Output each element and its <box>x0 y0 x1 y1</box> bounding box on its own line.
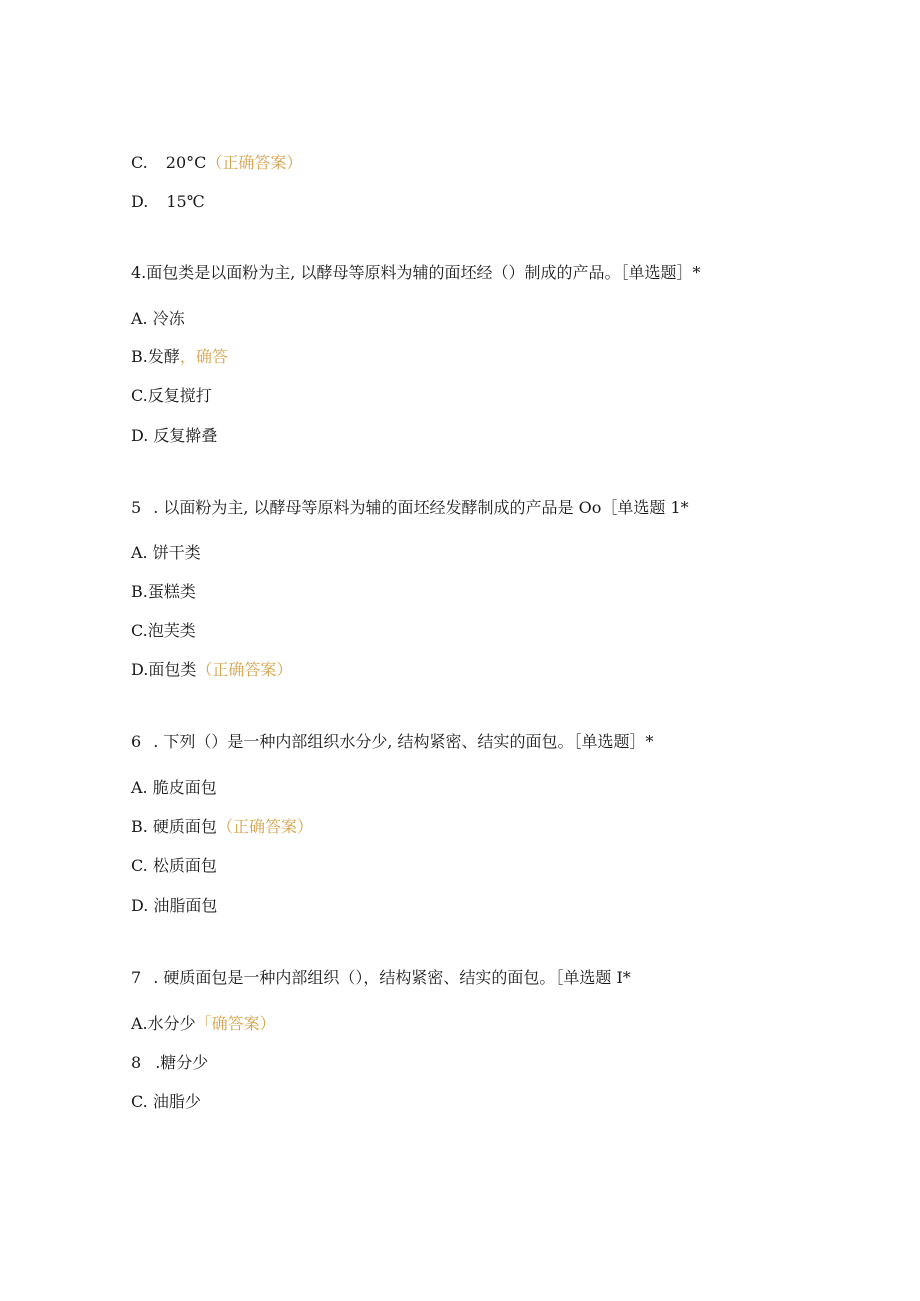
question-number: 6 <box>131 732 142 751</box>
option-line <box>131 426 217 446</box>
option-text: 20°C <box>165 153 207 172</box>
answer-mark: （正确答案） <box>196 660 293 679</box>
answer-mark: ，确答 <box>179 347 228 366</box>
question-text: . 下列（）是一种内部组织水分少, 结构紧密、结实的面包。［单选题］* <box>153 732 654 751</box>
option-text: A.水分少 <box>131 1014 196 1033</box>
question-number: 5 <box>131 498 142 517</box>
option-line <box>131 660 292 680</box>
answer-mark: （正确答案） <box>216 817 313 836</box>
answer-mark: 「确答案） <box>195 1014 276 1033</box>
option-text: D. 油脂面包 <box>131 896 218 915</box>
option-line <box>131 347 228 367</box>
option-text: C.泡芙类 <box>131 621 196 640</box>
question-text: . 以面粉为主, 以酵母等原料为辅的面坯经发酵制成的产品是 Oo［单选题 1* <box>153 498 689 517</box>
option-text: A. 冷冻 <box>131 309 185 328</box>
option-line <box>131 1014 276 1034</box>
option-line <box>131 778 217 798</box>
option-text: .糖分少 <box>155 1053 209 1072</box>
question-number: 7 <box>131 968 142 987</box>
option-line <box>131 543 201 563</box>
question-text: 4.面包类是以面粉为主, 以酵母等原料为辅的面坯经（）制成的产品。［单选题］* <box>131 263 701 282</box>
option-line <box>131 896 217 916</box>
option-text: A. 饼干类 <box>131 543 201 562</box>
option-prefix: D. <box>131 192 149 211</box>
option-prefix: C. <box>131 153 148 172</box>
question-line <box>131 498 689 518</box>
option-line <box>131 309 185 329</box>
option-line <box>131 856 217 876</box>
option-text: A. 脆皮面包 <box>131 778 217 797</box>
option-line <box>131 621 196 641</box>
option-line <box>131 817 313 837</box>
option-line <box>131 582 196 602</box>
option-text: 15℃ <box>166 192 205 211</box>
question-text: . 硬质面包是一种内部组织（），结构紧密、结实的面包。［单选题 I* <box>153 968 631 987</box>
question-line <box>131 968 631 988</box>
option-line <box>131 1053 208 1073</box>
option-text: D.面包类 <box>131 660 197 679</box>
option-text: C.反复搅打 <box>131 386 212 405</box>
question-line <box>131 732 654 752</box>
option-line <box>131 192 205 212</box>
option-text: D. 反复擀叠 <box>131 426 218 445</box>
option-text: B.发酵 <box>131 347 180 366</box>
option-line <box>131 386 212 406</box>
answer-mark: （正确答案） <box>206 153 303 172</box>
option-text: B.蛋糕类 <box>131 582 196 601</box>
option-prefix: 8 <box>131 1053 142 1072</box>
option-line <box>131 153 302 173</box>
option-text: C. 松质面包 <box>131 856 217 875</box>
option-line <box>131 1092 201 1112</box>
option-text: B. 硬质面包 <box>131 817 217 836</box>
option-text: C. 油脂少 <box>131 1092 201 1111</box>
question-line <box>131 263 700 283</box>
